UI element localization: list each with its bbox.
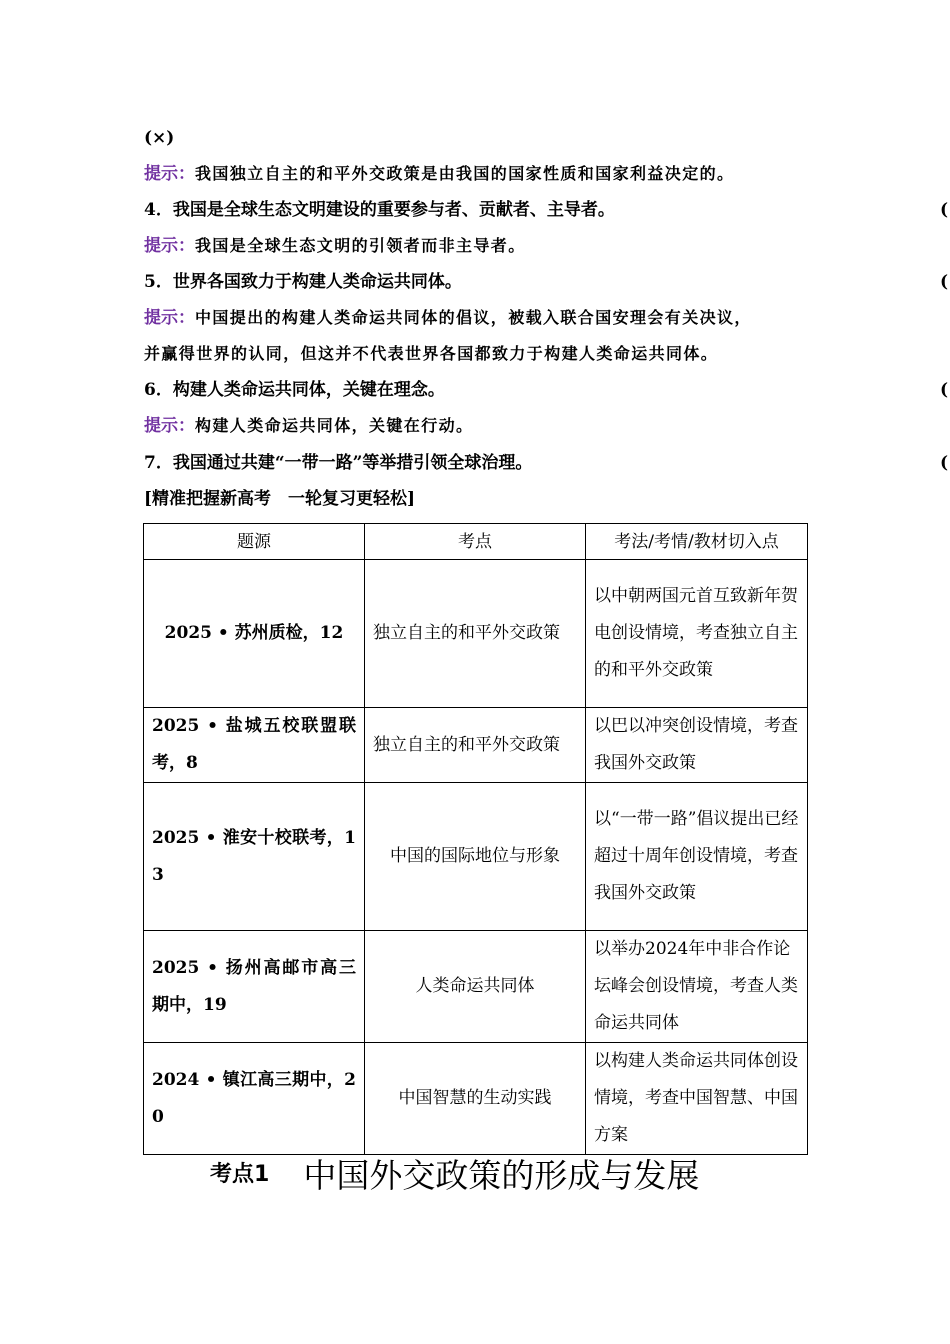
- question-4: 4．我国是全球生态文明建设的重要参与者、贡献者、主导者。: [144, 200, 615, 220]
- context-cell: 以“一带一路”倡议提出已经超过十周年创设情境，考查我国外交政策: [586, 783, 808, 931]
- question-6: 6．构建人类命运共同体，关键在理念。: [144, 380, 445, 400]
- source-cell: 2025 • 淮安十校联考，13: [144, 783, 365, 931]
- hint-text: 我国独立自主的和平外交政策是由我国的国家性质和国家利益决定的。: [195, 164, 735, 183]
- context-cell: 以举办2024年中非合作论坛峰会创设情境，考查人类命运共同体: [586, 931, 808, 1043]
- source-cell: 2025 • 苏州质检，12: [144, 560, 365, 708]
- source-cell: 2025 • 盐城五校联盟联考，8: [144, 708, 365, 783]
- question-4-paren: (: [940, 200, 949, 220]
- table-header: 题源: [144, 524, 365, 560]
- hint-label: 提示：: [144, 416, 195, 436]
- question-5: 5．世界各国致力于构建人类命运共同体。: [144, 272, 462, 292]
- question-6-paren: (: [940, 380, 949, 400]
- point-cell: 中国的国际地位与形象: [365, 783, 586, 931]
- table-header-row: [144, 524, 808, 560]
- table-row: [144, 931, 808, 1043]
- hint-5: [144, 306, 752, 330]
- question-5-paren: (: [940, 272, 949, 292]
- context-cell: 以巴以冲突创设情境，考查我国外交政策: [586, 708, 808, 783]
- hint-1: [144, 162, 734, 186]
- section-heading: [210, 1150, 699, 1197]
- question-7-paren: (: [940, 453, 949, 473]
- table-header: 考点: [365, 524, 586, 560]
- section-number: 考点1: [210, 1162, 270, 1187]
- context-cell: 以构建人类命运共同体创设情境，考查中国智慧、中国方案: [586, 1043, 808, 1155]
- hint-text: 构建人类命运共同体，关键在行动。: [195, 416, 474, 435]
- hint-5-continued: 并赢得世界的认同，但这并不代表世界各国都致力于构建人类命运共同体。: [144, 344, 719, 363]
- point-cell: 中国智慧的生动实践: [365, 1043, 586, 1155]
- exam-table: [143, 523, 808, 1155]
- hint-label: 提示：: [144, 308, 195, 328]
- banner: [精准把握新高考 一轮复习更轻松]: [144, 489, 416, 509]
- table-header: 考法/考情/教材切入点: [586, 524, 808, 560]
- source-cell: 2024 • 镇江高三期中，20: [144, 1043, 365, 1155]
- section-title: 中国外交政策的形成与发展: [303, 1156, 700, 1195]
- hint-4: [144, 234, 526, 258]
- point-cell: 独立自主的和平外交政策: [365, 560, 586, 708]
- table-row: [144, 708, 808, 783]
- top-mark: (×): [144, 128, 175, 148]
- hint-label: 提示：: [144, 164, 195, 184]
- hint-label: 提示：: [144, 236, 195, 256]
- hint-6: [144, 414, 473, 438]
- point-cell: 独立自主的和平外交政策: [365, 708, 586, 783]
- hint-text: 中国提出的构建人类命运共同体的倡议，被载入联合国安理会有关决议，: [195, 308, 752, 327]
- question-7: 7．我国通过共建“一带一路”等举措引领全球治理。: [144, 453, 533, 473]
- hint-text: 我国是全球生态文明的引领者而非主导者。: [195, 236, 526, 255]
- table-row: [144, 783, 808, 931]
- table-row: [144, 560, 808, 708]
- point-cell: 人类命运共同体: [365, 931, 586, 1043]
- context-cell: 以中朝两国元首互致新年贺电创设情境，考查独立自主的和平外交政策: [586, 560, 808, 708]
- source-cell: 2025 • 扬州高邮市高三期中，19: [144, 931, 365, 1043]
- table-row: [144, 1043, 808, 1155]
